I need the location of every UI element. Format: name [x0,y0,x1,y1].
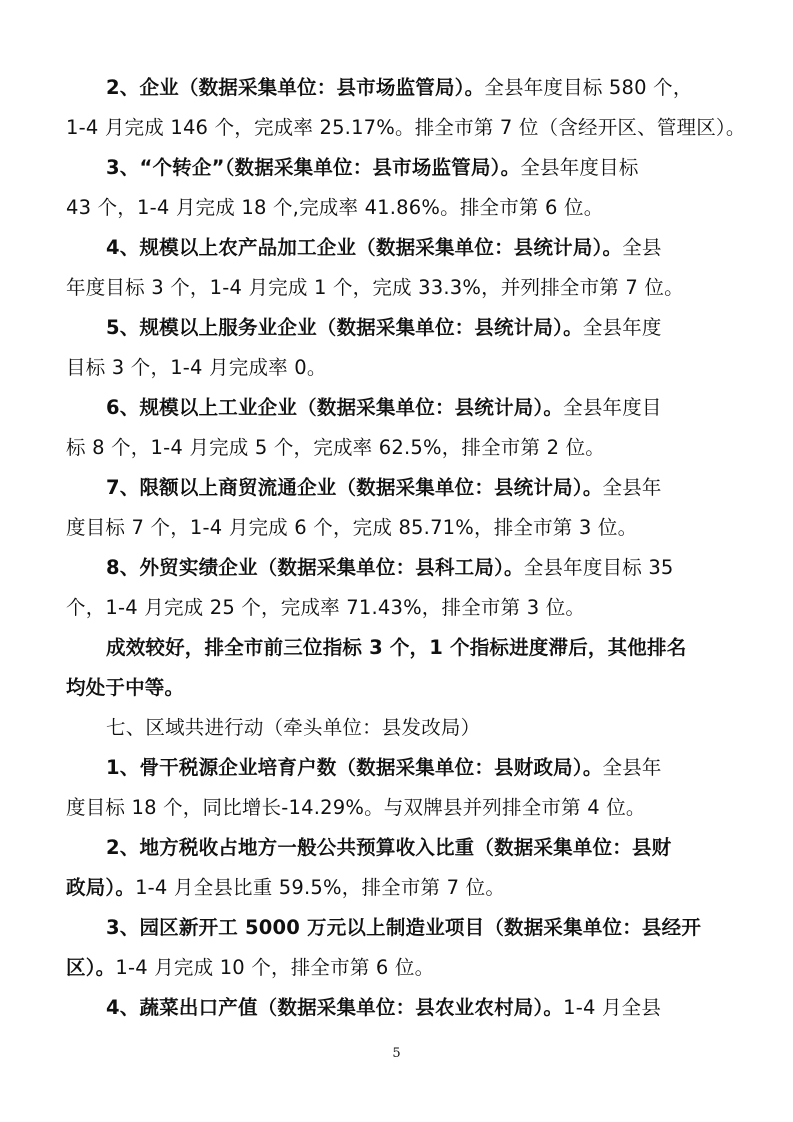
text-line [66,788,726,828]
body-text: 全县年 [602,756,662,779]
text-line [66,348,726,388]
body-text: 1-4 月完成 146 个，完成率 25.17%。排全市第 7 位（含经开区、管理区）。 [66,116,746,139]
body-text: 全县年度 [582,316,662,339]
text-line [66,668,726,708]
body-text: 度目标 18 个，同比增长-14.29%。与双牌县并列排全市第 4 位。 [66,796,646,819]
section-heading [66,708,726,748]
text-line [66,748,726,788]
text-line [66,388,726,428]
bold-text: 3、园区新开工 5000 万元以上制造业项目（数据采集单位：县经开 [106,916,702,939]
body-text: 1-4 月全县 [563,996,662,1019]
body-text: 目标 3 个，1-4 月完成率 0。 [66,356,327,379]
text-line [66,868,726,908]
page-number: 5 [392,1046,401,1061]
body-text: 全县 [622,236,662,259]
text-line [66,268,726,308]
text-line [66,428,726,468]
bold-text: 4、规模以上农产品加工企业（数据采集单位：县统计局）。 [106,236,623,259]
bold-text: 2、企业（数据采集单位：县市场监管局）。 [106,76,485,99]
bold-text: 1、骨干税源企业培育户数（数据采集单位：县财政局）。 [106,756,603,779]
bold-text: 成效较好，排全市前三位指标 3 个，1 个指标进度滞后，其他排名 [106,636,687,659]
text-line [66,588,726,628]
text-line [66,228,726,268]
bold-text: 2、地方税收占地方一般公共预算收入比重（数据采集单位：县财 [106,836,672,859]
text-line [66,148,726,188]
text-line [66,988,726,1028]
body-text: 度目标 7 个，1-4 月完成 6 个，完成 85.71%，排全市第 3 位。 [66,516,638,539]
text-line [66,828,726,868]
body-text: 全县年度目 [563,396,662,419]
bold-text: 均处于中等。 [66,676,185,699]
body-text: 全县年度目标 35 [523,556,674,579]
bold-text: 4、蔬菜出口产值（数据采集单位：县农业农村局）。 [106,996,564,1019]
text-line [66,508,726,548]
text-line [66,948,726,988]
bold-text: 8、外贸实绩企业（数据采集单位：县科工局）。 [106,556,524,579]
body-text: 全县年度目标 [520,156,639,179]
text-line [66,548,726,588]
text-line [66,468,726,508]
text-line [66,68,726,108]
text-line [66,908,726,948]
bold-text: 3、“个转企”（数据采集单位：县市场监管局）。 [106,156,521,179]
bold-text: 区）。 [66,956,116,979]
body-text: 七、区域共进行动（牵头单位：县发改局） [106,716,481,739]
bold-text: 政局）。 [66,876,136,899]
document-body [66,68,746,1028]
body-text: 43 个，1-4 月完成 18 个,完成率 41.86%。排全市第 6 位。 [66,196,604,219]
bold-text: 6、规模以上工业企业（数据采集单位：县统计局）。 [106,396,564,419]
text-line [66,188,726,228]
text-line [66,628,726,668]
body-text: 标 8 个，1-4 月完成 5 个，完成率 62.5%，排全市第 2 位。 [66,436,606,459]
bold-text: 5、规模以上服务业企业（数据采集单位：县统计局）。 [106,316,583,339]
body-text: 全县年度目标 580 个， [484,76,693,99]
bold-text: 7、限额以上商贸流通企业（数据采集单位：县统计局）。 [106,476,603,499]
body-text: 全县年 [602,476,662,499]
body-text: 1-4 月完成 10 个，排全市第 6 位。 [115,956,435,979]
text-line [66,108,746,148]
body-text: 年度目标 3 个，1-4 月完成 1 个，完成 33.3%，并列排全市第 7 位。 [66,276,684,299]
text-line [66,308,726,348]
body-text: 个，1-4 月完成 25 个，完成率 71.43%，排全市第 3 位。 [66,596,586,619]
body-text: 1-4 月全县比重 59.5%，排全市第 7 位。 [135,876,506,899]
